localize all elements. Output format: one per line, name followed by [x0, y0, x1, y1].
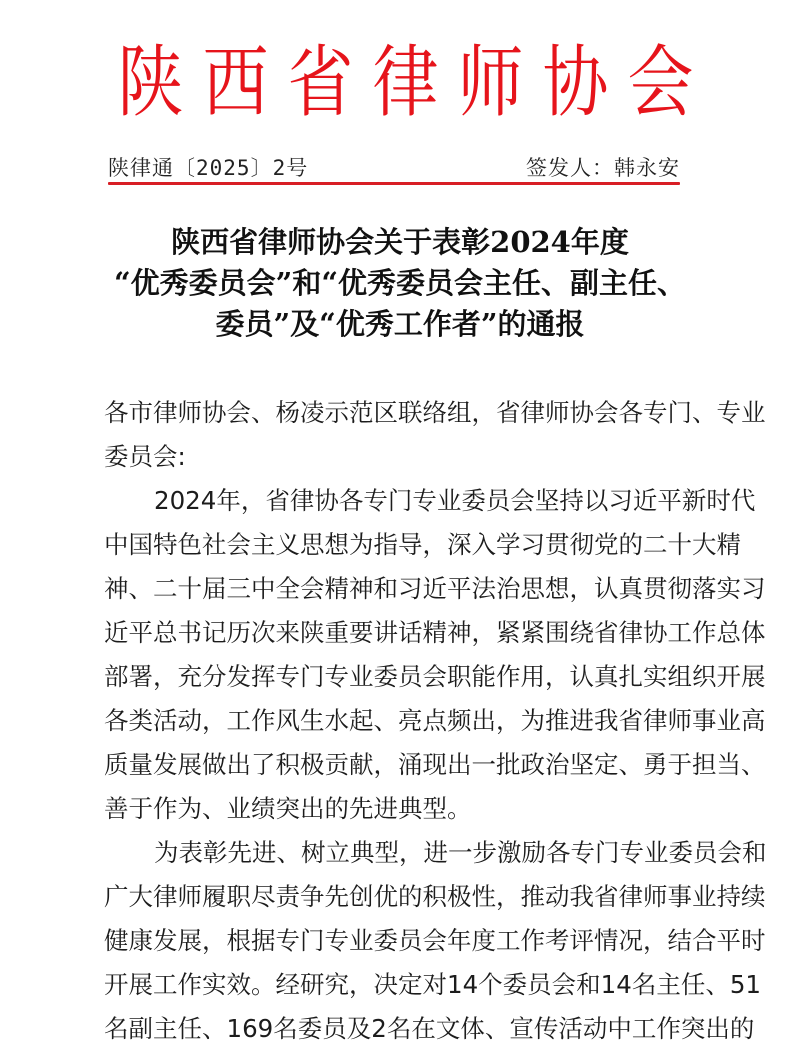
signer: [526, 152, 680, 182]
paragraph-line: 质量发展做出了积极贡献，涌现出一批政治坚定、勇于担当、: [104, 750, 766, 779]
heading-line: 委员”及“优秀工作者”的通报: [215, 307, 585, 341]
paragraph-line: 近平总书记历次来陕重要讲话精神，紧紧围绕省律协工作总体: [104, 618, 766, 647]
document-meta-row: [108, 152, 680, 182]
paragraph-line: 中国特色社会主义思想为指导，深入学习贯彻党的二十大精: [104, 530, 741, 559]
red-header-rule: [108, 182, 680, 185]
paragraph-line: 各类活动，工作风生水起、亮点频出，为推进我省律师事业高: [104, 706, 766, 735]
paragraph-line: 为表彰先进、树立典型，进一步激励各专门专业委员会和: [154, 838, 767, 867]
paragraph-line: 部署，充分发挥专门专业委员会职能作用，认真扎实组织开展: [104, 662, 766, 691]
document-heading: [60, 222, 740, 345]
letterhead-title: 陕西省律师协会: [117, 36, 713, 128]
paragraph-line: 健康发展，根据专门专业委员会年度工作考评情况，结合平时: [104, 926, 766, 955]
heading-line: 陕西省律师协会关于表彰2024年度: [171, 225, 629, 259]
document-number: 陕律通〔2025〕2号: [108, 156, 309, 180]
heading-line: “优秀委员会”和“优秀委员会主任、副主任、: [113, 266, 687, 300]
paragraph-line: 开展工作实效。经研究，决定对14个委员会和14名主任、51: [104, 970, 762, 999]
salutation-line: 委员会:: [104, 442, 186, 471]
salutation-line: 各市律师协会、杨凌示范区联络组，省律师协会各专门、专业: [104, 398, 766, 427]
paragraph-line: 2024年，省律协各专门专业委员会坚持以习近平新时代: [154, 486, 756, 515]
paragraph-line: 广大律师履职尽责争先创优的积极性，推动我省律师事业持续: [104, 882, 766, 911]
paragraph-line: 善于作为、业绩突出的先进典型。: [104, 794, 472, 823]
signer-label: 签发人：: [526, 156, 614, 180]
document-body: [104, 391, 767, 1051]
letterhead: [0, 38, 800, 128]
paragraph-line: 名副主任、169名委员及2名在文体、宣传活动中工作突出的: [104, 1014, 755, 1043]
signer-name: 韩永安: [614, 156, 680, 180]
paragraph-line: 神、二十届三中全会精神和习近平法治思想，认真贯彻落实习: [104, 574, 766, 603]
